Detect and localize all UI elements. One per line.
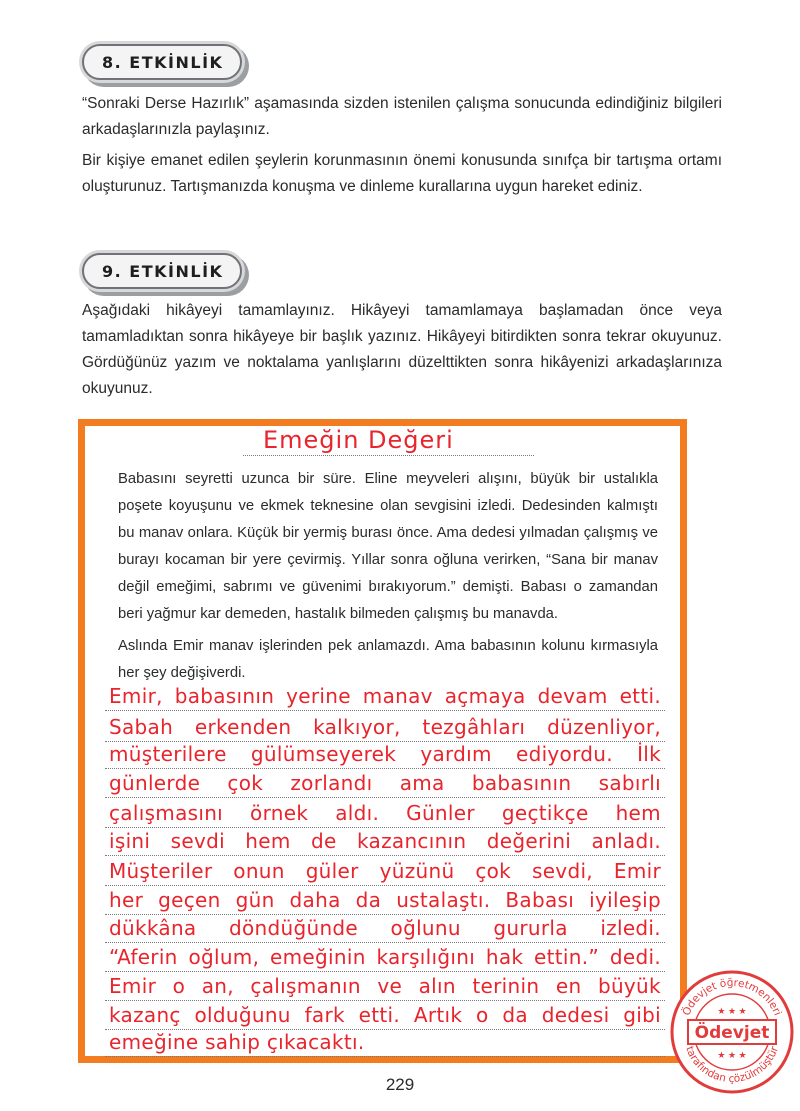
handwritten-word: iyileşip bbox=[589, 888, 661, 912]
handwritten-word: daha bbox=[289, 888, 341, 912]
activity-8-badge-label: 8. ETKİNLİK bbox=[102, 52, 224, 72]
handwritten-word: kalkıyor, bbox=[313, 715, 401, 739]
handwritten-word: karşılığını bbox=[376, 945, 476, 969]
odevjet-stamp bbox=[668, 968, 796, 1096]
story-paragraph-2: Aslında Emir manav işlerinden pek anlamazdı. Ama babasının kolunu kırmasıyla her şey değişiverdi. bbox=[118, 638, 658, 681]
handwritten-word: anladı. bbox=[591, 829, 661, 853]
handwritten-word: gibi bbox=[623, 1003, 661, 1027]
handwritten-word: müşterilere bbox=[109, 742, 227, 766]
handwritten-word: sevdi bbox=[170, 829, 225, 853]
handwritten-line bbox=[105, 856, 665, 886]
handwritten-word: manav bbox=[362, 684, 433, 708]
handwritten-word: olduğunu bbox=[194, 1003, 291, 1027]
stamp-center-text: Ödevjet bbox=[694, 1023, 770, 1043]
handwritten-word: gülümseyerek bbox=[250, 742, 397, 766]
handwritten-word: oğlunu bbox=[390, 916, 461, 940]
handwritten-word: Babası bbox=[505, 888, 575, 912]
handwritten-word: çok bbox=[227, 771, 264, 795]
handwritten-word: Günler bbox=[406, 801, 475, 825]
handwritten-word: terinin bbox=[472, 974, 540, 998]
handwritten-word: sevdi, bbox=[531, 859, 593, 883]
star-icon: ★ ★ ★ bbox=[717, 1050, 747, 1060]
handwritten-word: onun bbox=[233, 859, 285, 883]
handwritten-line bbox=[105, 1000, 665, 1030]
star-icon: ★ ★ ★ bbox=[717, 1006, 747, 1016]
handwritten-word: açmaya bbox=[444, 684, 526, 708]
handwritten-word: tezgâhları bbox=[422, 715, 526, 739]
handwritten-word: her bbox=[109, 888, 144, 912]
stamp-top-text: Ödevjet öğretmenleri bbox=[680, 976, 784, 1018]
handwritten-word: yardım bbox=[420, 742, 492, 766]
handwritten-line bbox=[105, 768, 665, 798]
handwritten-word: kazanç bbox=[109, 1003, 181, 1027]
handwritten-word: hem bbox=[245, 829, 291, 853]
handwritten-word: o bbox=[172, 974, 186, 998]
handwritten-word: dedi. bbox=[609, 945, 661, 969]
handwritten-word: ama bbox=[399, 771, 445, 795]
activity-9-badge bbox=[82, 253, 242, 289]
handwritten-word: o bbox=[476, 1003, 489, 1027]
handwritten-word: hem bbox=[615, 801, 661, 825]
handwritten-word: işini bbox=[109, 829, 151, 853]
handwritten-word: yerine bbox=[286, 684, 351, 708]
handwritten-line bbox=[105, 885, 665, 915]
handwritten-word: dükkâna bbox=[109, 916, 197, 940]
handwritten-word: en bbox=[555, 974, 582, 998]
handwritten-word: düzenliyor, bbox=[547, 715, 661, 739]
handwritten-line bbox=[105, 971, 665, 1001]
handwritten-line bbox=[105, 712, 665, 742]
handwritten-word: geçen bbox=[158, 888, 221, 912]
handwritten-word: değerini bbox=[486, 829, 572, 853]
handwritten-line bbox=[105, 826, 665, 856]
handwritten-word: sabırlı bbox=[598, 771, 661, 795]
handwritten-word: günlerde bbox=[109, 771, 201, 795]
handwritten-word: oğlum, bbox=[188, 945, 260, 969]
handwritten-word: çok bbox=[475, 859, 512, 883]
handwritten-word: etti. bbox=[358, 1003, 401, 1027]
handwritten-word: izledi. bbox=[600, 916, 661, 940]
handwritten-word: gururla bbox=[493, 916, 568, 940]
handwritten-word: hak bbox=[485, 945, 524, 969]
handwritten-word: Müşteriler bbox=[109, 859, 213, 883]
handwritten-word: emeğinin bbox=[270, 945, 366, 969]
handwritten-word: aldı. bbox=[335, 801, 380, 825]
handwritten-word: kazancının bbox=[357, 829, 467, 853]
handwritten-word: döndüğünde bbox=[229, 916, 359, 940]
handwritten-word: Sabah bbox=[109, 715, 174, 739]
handwritten-word: babasının bbox=[174, 684, 275, 708]
handwritten-word: çalışmasını bbox=[109, 801, 224, 825]
handwritten-word: an, bbox=[201, 974, 234, 998]
handwritten-word: erkenden bbox=[194, 715, 292, 739]
handwritten-word: fark bbox=[304, 1003, 345, 1027]
stamp-bottom-text: tarafından çözülmüştür bbox=[683, 1044, 781, 1086]
handwritten-word: Emir, bbox=[109, 684, 163, 708]
handwritten-line bbox=[105, 681, 665, 711]
handwritten-word: da bbox=[502, 1003, 528, 1027]
activity-8-paragraph-1: “Sonraki Derse Hazırlık” aşamasında sizden istenilen çalışma sonucunda edindiğiniz bilgileri arkadaşlarınızla paylaşınız. bbox=[82, 95, 722, 138]
handwritten-word: da bbox=[355, 888, 382, 912]
handwritten-line bbox=[105, 798, 665, 828]
story-paragraph-1: Babasını seyretti uzunca bir süre. Eline meyveleri alışını, büyük bir ustalıkla poşete koyuşunu ve ekmek teknesine olan sevgisini izledi. Dedesinden kalmıştı bu manav onlara. Küçük bir yermiş burası önce. Ama dedesi yılmadan çalışmış ve burayı kocaman bir yere çevirmiş. Yıllar sonra oğluna verirken, “Sana bir manav değil emeğimi, sabrımı ve güvenimi bırakıyorum.” demişti. Babası o zamandan beri yağmur kar demeden, hastalık bilmeden çalışmış bu manavda. bbox=[118, 471, 658, 622]
handwritten-word: yüzünü bbox=[379, 859, 455, 883]
handwritten-word: örnek bbox=[250, 801, 309, 825]
handwritten-word: geçtikçe bbox=[501, 801, 589, 825]
handwritten-word: çalışmanın bbox=[250, 974, 361, 998]
handwritten-word: ve bbox=[377, 974, 403, 998]
handwritten-word: babasının bbox=[471, 771, 572, 795]
handwritten-word: güler bbox=[305, 859, 359, 883]
handwritten-word: alın bbox=[418, 974, 456, 998]
handwritten-word: etti. bbox=[619, 684, 661, 708]
activity-8-badge bbox=[82, 44, 242, 80]
handwritten-word: zorlandı bbox=[290, 771, 373, 795]
handwritten-word: dedesi bbox=[541, 1003, 610, 1027]
activity-8-paragraph-2: Bir kişiye emanet edilen şeylerin korunmasının önemi konusunda sınıfça bir tartışma ortamı oluşturunuz. Tartışmanızda konuşma ve dinleme kurallarına uygun hareket ediniz. bbox=[82, 152, 722, 195]
handwritten-word: gün bbox=[235, 888, 275, 912]
page-number: 229 bbox=[385, 1075, 415, 1094]
handwritten-line bbox=[105, 913, 665, 943]
handwritten-word: ettin.” bbox=[534, 945, 600, 969]
handwritten-word: Emir bbox=[613, 859, 661, 883]
handwritten-word: de bbox=[311, 829, 337, 853]
handwritten-word: devam bbox=[537, 684, 608, 708]
story-title: Emeğin Değeri bbox=[243, 424, 534, 456]
handwritten-word: büyük bbox=[597, 974, 661, 998]
handwritten-line bbox=[105, 942, 665, 972]
handwritten-word: ediyordu. bbox=[515, 742, 613, 766]
activity-9-badge-label: 9. ETKİNLİK bbox=[102, 261, 224, 281]
handwritten-line: emeğine sahip çıkacaktı. bbox=[105, 1027, 665, 1057]
handwritten-word: İlk bbox=[637, 742, 661, 766]
handwritten-word: “Aferin bbox=[109, 945, 178, 969]
handwritten-word: ustalaştı. bbox=[396, 888, 491, 912]
handwritten-word: Artık bbox=[413, 1003, 463, 1027]
handwritten-word: Emir bbox=[109, 974, 157, 998]
activity-9-instruction: Aşağıdaki hikâyeyi tamamlayınız. Hikâyeyi tamamlamaya başlamadan önce veya tamamladıktan sonra hikâyeye bir başlık yazınız. Hikâyeyi bitirdikten sonra tekrar okuyunuz. Gördüğünüz yazım ve noktalama yanlışlarını düzelttikten sonra hikâyenizi arkadaşlarınıza okuyunuz. bbox=[82, 302, 722, 397]
handwritten-line bbox=[105, 739, 665, 769]
